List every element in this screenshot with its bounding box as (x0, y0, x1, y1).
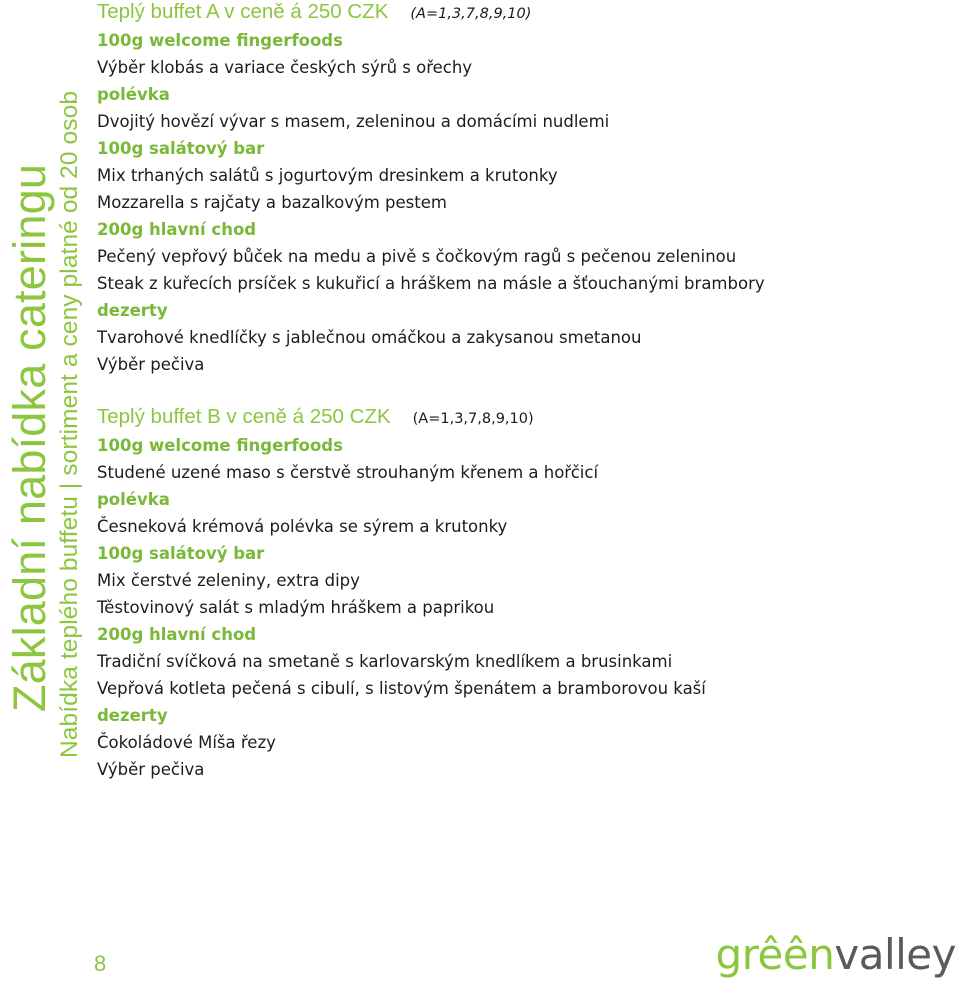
menu-item: Mozzarella s rajčaty a bazalkovým pestem (97, 193, 447, 212)
section-desserts (97, 298, 937, 379)
section-main-course (97, 217, 937, 298)
greenvalley-logo (716, 930, 956, 979)
menu-item: Těstovinový salát s mladým hráškem a paprikou (97, 598, 495, 617)
menu-item: Vepřová kotleta pečená s cibulí, s listovým špenátem a bramborovou kaší (97, 679, 706, 698)
section-heading: 200g hlavní chod (97, 220, 257, 239)
section-heading: 100g salátový bar (97, 139, 265, 158)
logo-green-part: grêên (715, 930, 835, 979)
menu-item: Studené uzené maso s čerstvě strouhaným křenem a hořčicí (97, 463, 599, 482)
section-heading: dezerty (97, 706, 168, 725)
menu-item: Výběr klobás a variace českých sýrů s ořechy (97, 58, 473, 77)
section-heading: 100g welcome fingerfoods (97, 31, 343, 50)
section-soup (97, 82, 937, 136)
buffet-a-allergens: (A=1,3,7,8,9,10) (410, 6, 532, 22)
section-heading: polévka (97, 85, 170, 104)
section-salad-bar (97, 136, 937, 217)
section-main-course (97, 622, 937, 703)
menu-item: Výběr pečiva (97, 355, 205, 374)
menu-item: Pečený vepřový bůček na medu a pivě s čočkovým ragů s pečenou zeleninou (97, 247, 737, 266)
section-desserts (97, 703, 937, 784)
section-heading: 200g hlavní chod (97, 625, 257, 644)
buffet-a-title: Teplý buffet A v ceně á 250 CZK (97, 0, 389, 23)
section-welcome (97, 433, 937, 487)
section-soup (97, 487, 937, 541)
vertical-title: Základní nabídka cateringu (4, 163, 55, 712)
buffet-a (97, 0, 937, 379)
menu-item: Mix čerstvé zeleniny, extra dipy (97, 571, 360, 590)
buffet-b-allergens: (A=1,3,7,8,9,10) (412, 411, 534, 427)
section-welcome (97, 28, 937, 82)
section-heading: 100g welcome fingerfoods (97, 436, 343, 455)
buffet-b-title: Teplý buffet B v ceně á 250 CZK (97, 405, 391, 428)
menu-item: Výběr pečiva (97, 760, 205, 779)
section-heading: polévka (97, 490, 170, 509)
menu-item: Steak z kuřecích prsíček s kukuřicí a hráškem na másle a šťouchanými brambory (97, 274, 765, 293)
section-salad-bar (97, 541, 937, 622)
menu-item: Česneková krémová polévka se sýrem a krutonky (97, 517, 508, 536)
menu-item: Dvojitý hovězí vývar s masem, zeleninou a domácími nudlemi (97, 112, 610, 131)
menu-item: Tvarohové knedlíčky s jablečnou omáčkou a zakysanou smetanou (97, 328, 642, 347)
buffet-a-header (97, 0, 937, 28)
page-number: 8 (94, 951, 107, 976)
buffet-b-header (97, 405, 937, 433)
side-title-area (0, 0, 92, 994)
vertical-subtitle: Nabídka teplého buffetu | sortiment a ceny platné od 20 osob (56, 90, 83, 758)
logo-gray-part: valley (834, 930, 956, 979)
menu-item: Mix trhaných salátů s jogurtovým dresinkem a krutonky (97, 166, 558, 185)
section-heading: dezerty (97, 301, 168, 320)
buffet-b (97, 405, 937, 784)
menu-item: Tradiční svíčková na smetaně s karlovarským knedlíkem a brusinkami (97, 652, 673, 671)
section-heading: 100g salátový bar (97, 544, 265, 563)
menu-item: Čokoládové Míša řezy (97, 733, 276, 752)
